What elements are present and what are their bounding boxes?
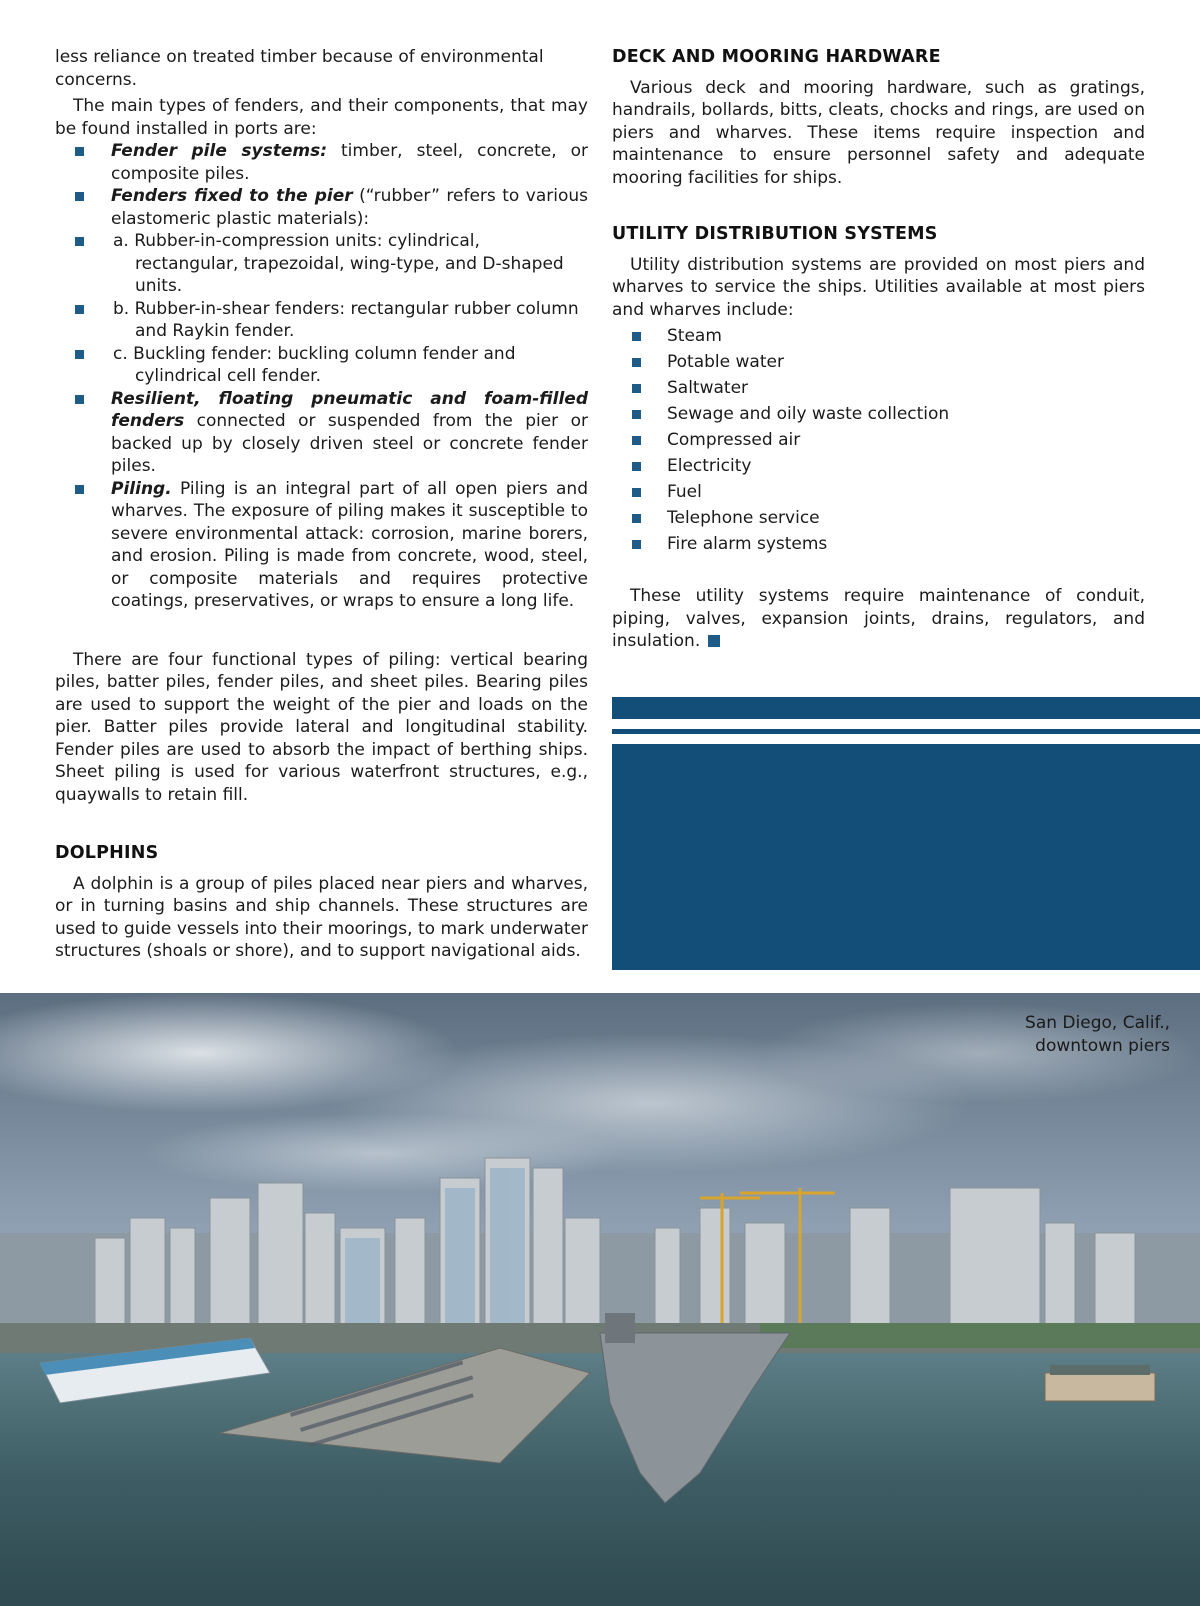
fender-list-item [55,185,588,230]
decorative-band-thin [612,729,1200,734]
utility-list [612,323,1145,557]
deck-hardware-paragraph: Various deck and mooring hardware, such as gratings, handrails, bollards, bitts, cleats, chocks and rings, are used on piers and wharves. These items require inspection and maintenance to ensure personnel safety and adequate mooring facilities for ships. [612,77,1145,188]
utility-item-label: Compressed air [667,430,801,450]
square-bullet-icon [75,305,84,314]
utility-item-label: Saltwater [667,378,749,398]
fender-item-text: c. Buckling fender: buckling column fender and cylindrical cell fender. [113,343,516,386]
end-mark-icon [708,635,720,647]
square-bullet-icon [75,350,84,359]
square-bullet-icon [75,237,84,246]
utility-list-item [612,401,1145,427]
utility-list-item [612,323,1145,349]
utility-heading: UTILITY DISTRIBUTION SYSTEMS [612,224,938,244]
fender-item-text: timber, steel, concrete, or composite piles. [111,141,589,184]
fender-item-text: a. Rubber-in-compression units: cylindrical, rectangular, trapezoidal, wing-type, and D-shaped units. [113,231,564,296]
utility-item-label: Telephone service [667,508,820,528]
utility-list-item [612,479,1145,505]
square-bullet-icon [75,147,84,156]
utility-list-item [612,427,1145,453]
utility-list-item [612,531,1145,557]
square-bullet-icon [75,192,84,201]
photo-caption [1025,1012,1170,1058]
caption-line-2: downtown piers [1035,1036,1170,1056]
fender-item-title: Fenders fixed to the pier [111,186,353,206]
utility-list-item [612,349,1145,375]
utility-paragraph: Utility distribution systems are provided on most piers and wharves to service the ships. Utilities available at most piers and wharves include: [612,254,1145,320]
fender-types-list [55,140,588,613]
square-bullet-icon [75,485,84,494]
fender-item-text: (“rubber” refers to various elastomeric plastic materials): [111,186,588,229]
fender-list-item [55,230,588,298]
utility-item-label: Fuel [667,482,702,502]
square-bullet-icon [632,514,641,523]
utility-maintenance-paragraph [612,585,1145,653]
fender-item-title: Fender pile systems: [111,141,327,161]
deck-hardware-heading: DECK AND MOORING HARDWARE [612,47,941,67]
utility-item-label: Fire alarm systems [667,534,828,554]
piling-types-paragraph: There are four functional types of piling: vertical bearing piles, batter piles, fender piles, and sheet piles. Bearing piles are used to support the weight of the pier and loads on the pier. Batter piles provide lateral and longitudinal stability. Fender piles are used to absorb the impact of berthing ships. Sheet piling is used for various waterfront structures, e.g., quaywalls to retain fill. [55,649,588,805]
square-bullet-icon [632,410,641,419]
intro-text: less reliance on treated timber because of environmental concerns. [55,47,544,90]
square-bullet-icon [632,384,641,393]
utility-item-label: Sewage and oily waste collection [667,404,950,424]
dolphins-paragraph: A dolphin is a group of piles placed near piers and wharves, or in turning basins and ship channels. These structures are used to guide vessels into their moorings, to mark underwater structures (shoals or shore), and to support navigational aids. [55,873,588,961]
square-bullet-icon [75,395,84,404]
fender-item-text: b. Rubber-in-shear fenders: rectangular rubber column and Raykin fender. [113,298,579,341]
fender-item-text: Piling is an integral part of all open piers and wharves. The exposure of piling makes it susceptible to severe environmental attack: corrosion, marine borers, and erosion. Piling is made from concrete, wood, steel, or composite materials and requires protective coatings, preservatives, or wraps to ensure a long life. [111,478,588,611]
fender-list-item [55,140,588,185]
utility-list-item [612,375,1145,401]
utility-list-item [612,453,1145,479]
fender-list-item [55,478,588,613]
right-column [612,46,1145,653]
fender-item-title: Resilient, floating pneumatic and foam-filled fenders [111,388,588,431]
dolphins-heading: DOLPHINS [55,843,159,863]
utility-maintenance-text: These utility systems require maintenance of conduit, piping, valves, expansion joints, drains, regulators, and insulation. [612,586,1145,651]
square-bullet-icon [632,540,641,549]
fender-list-item [55,298,588,343]
left-column [55,46,588,963]
square-bullet-icon [632,488,641,497]
utility-item-label: Potable water [667,352,784,372]
fender-list-item [55,343,588,388]
utility-list-item [612,505,1145,531]
square-bullet-icon [632,358,641,367]
san-diego-piers-photo [0,993,1200,1606]
decorative-band-block [612,744,1200,970]
caption-line-1: San Diego, Calif., [1025,1013,1170,1033]
fender-item-text: connected or suspended from the pier or backed up by closely driven steel or concrete fender piles. [111,411,588,476]
square-bullet-icon [632,436,641,445]
fender-item-title: Piling. [111,478,172,499]
fender-types-intro: The main types of fenders, and their components, that may be found installed in ports are: [55,96,588,139]
square-bullet-icon [632,462,641,471]
decorative-band-top [612,697,1200,719]
utility-item-label: Steam [667,326,722,346]
square-bullet-icon [632,332,641,341]
utility-item-label: Electricity [667,456,752,476]
fender-list-item [55,388,588,478]
